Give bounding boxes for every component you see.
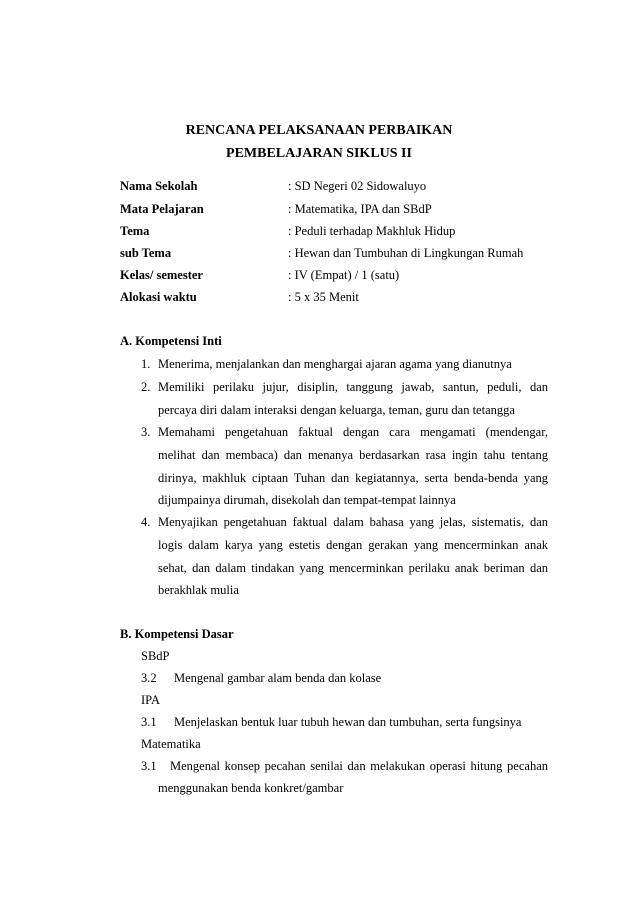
ki-line: logis dalam karya yang estetis dengan gerakan yang mencerminkan anak (158, 538, 548, 552)
kd-number: 3.1 (141, 715, 157, 729)
ki-line: berakhlak mulia (158, 583, 239, 597)
document-title-line-2: PEMBELAJARAN SIKLUS II (226, 146, 412, 161)
kd-subject-matematika: Matematika (141, 737, 201, 751)
section-a-heading: A. Kompetensi Inti (120, 334, 222, 348)
info-row-sub-tema (120, 246, 560, 266)
info-value: : 5 x 35 Menit (288, 290, 359, 304)
info-label: Nama Sekolah (120, 179, 198, 193)
kd-number: 3.2 (141, 671, 157, 685)
info-row-tema (120, 224, 560, 244)
info-value: : Hewan dan Tumbuhan di Lingkungan Rumah (288, 246, 524, 260)
document-title-line-1: RENCANA PELAKSANAAN PERBAIKAN (185, 123, 453, 138)
section-b-heading: B. Kompetensi Dasar (120, 627, 234, 641)
info-label: sub Tema (120, 246, 172, 260)
ki-line: Menerima, menjalankan dan menghargai ajaran agama yang dianutnya (158, 357, 512, 371)
info-row-kelas-semester (120, 268, 560, 288)
info-label: Mata Pelajaran (120, 202, 204, 216)
kd-text: Menjelaskan bentuk luar tubuh hewan dan tumbuhan, serta fungsinya (174, 715, 522, 729)
info-value: : SD Negeri 02 Sidowaluyo (288, 179, 427, 193)
ki-line: percaya diri dalam interaksi dengan keluarga, teman, guru dan tetangga (158, 403, 515, 417)
ki-number: 4. (141, 515, 151, 529)
kd-text-continuation: menggunakan benda konkret/gambar (158, 781, 344, 795)
ki-number: 3. (141, 425, 151, 439)
kd-subject-ipa: IPA (141, 693, 160, 707)
ki-line: dijumpainya dirumah, disekolah dan tempat-tempat lainnya (158, 493, 456, 507)
info-value: : Peduli terhadap Makhluk Hidup (288, 224, 456, 238)
ki-number: 2. (141, 380, 151, 394)
info-row-alokasi-waktu (120, 290, 560, 310)
kd-number: 3.1 (141, 759, 157, 773)
info-row-mata-pelajaran (120, 202, 560, 222)
kd-subject-sbdp: SBdP (141, 649, 170, 663)
kd-text: Mengenal konsep pecahan senilai dan melakukan operasi hitung pecahan (170, 759, 548, 773)
info-label: Alokasi waktu (120, 290, 197, 304)
info-value: : IV (Empat) / 1 (satu) (288, 268, 400, 282)
ki-line: melihat dan membaca) dan menanya berdasarkan rasa ingin tahu tentang (158, 448, 548, 462)
info-row-nama-sekolah (120, 179, 560, 199)
ki-line: Memahami pengetahuan faktual dengan cara mengamati (mendengar, (158, 425, 548, 439)
ki-line: dirinya, makhluk ciptaan Tuhan dan kegiatannya, serta benda-benda yang (158, 471, 548, 485)
ki-line: Menyajikan pengetahuan faktual dalam bahasa yang jelas, sistematis, dan (158, 515, 548, 529)
ki-number: 1. (141, 357, 151, 371)
kd-text: Mengenal gambar alam benda dan kolase (174, 671, 382, 685)
ki-line: Memiliki perilaku jujur, disiplin, tanggung jawab, santun, peduli, dan (158, 380, 548, 394)
ki-line: sehat, dan dalam tindakan yang mencerminkan perilaku anak beriman dan (158, 561, 548, 575)
info-label: Tema (120, 224, 150, 238)
info-label: Kelas/ semester (120, 268, 203, 282)
info-value: : Matematika, IPA dan SBdP (288, 202, 432, 216)
